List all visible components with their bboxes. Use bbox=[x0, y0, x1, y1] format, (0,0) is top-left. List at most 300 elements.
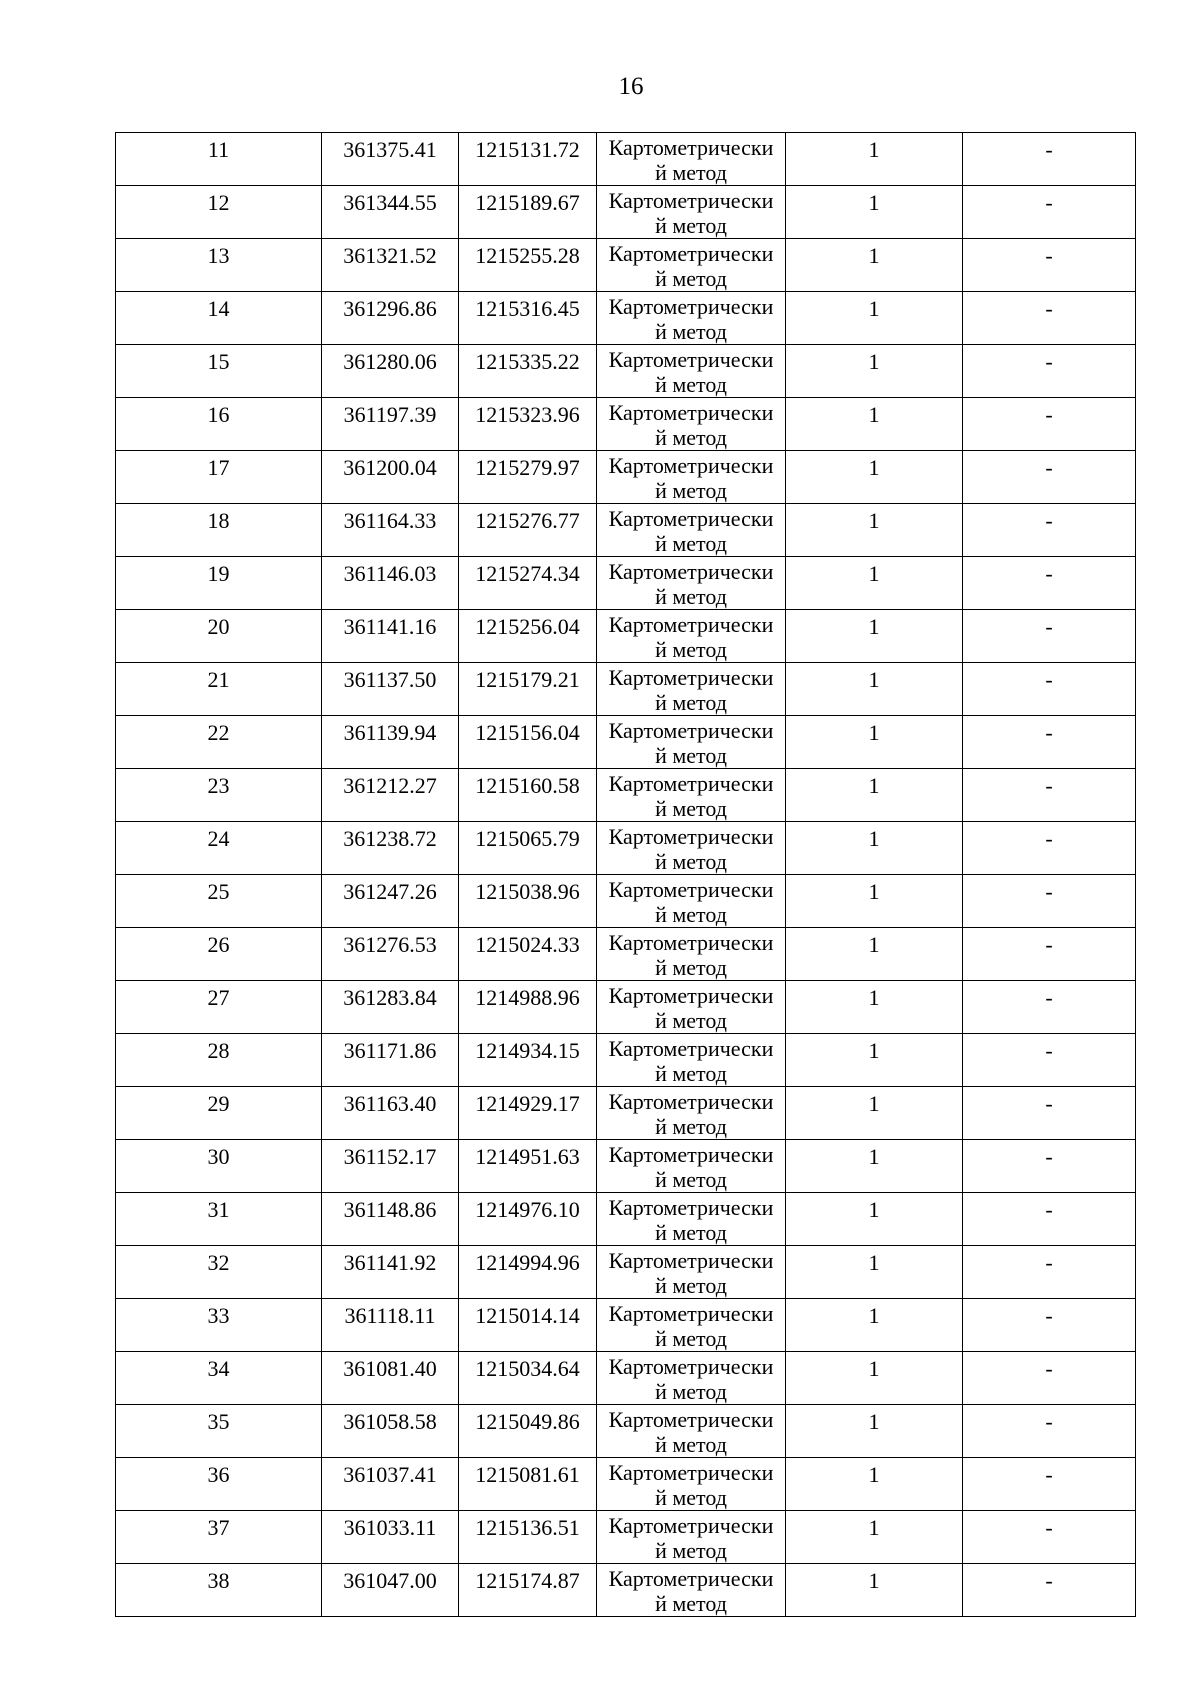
note-cell bbox=[963, 1246, 1136, 1299]
note-cell bbox=[963, 875, 1136, 928]
method-cell-text: Картометрически й метод bbox=[608, 400, 774, 450]
method-cell-text: Картометрически й метод bbox=[608, 1036, 774, 1086]
table-row bbox=[116, 398, 1136, 451]
accuracy-cell bbox=[786, 1511, 963, 1564]
note-cell bbox=[963, 610, 1136, 663]
note-cell bbox=[963, 1352, 1136, 1405]
y-coordinate-cell-text: 1215160.58 bbox=[475, 773, 580, 798]
y-coordinate-cell-text: 1215024.33 bbox=[475, 932, 580, 957]
table-row bbox=[116, 557, 1136, 610]
accuracy-cell-text: 1 bbox=[868, 1091, 880, 1116]
y-coordinate-cell bbox=[459, 1299, 597, 1352]
accuracy-cell bbox=[786, 133, 963, 186]
method-cell bbox=[597, 981, 786, 1034]
method-cell bbox=[597, 875, 786, 928]
point-number-cell bbox=[116, 133, 322, 186]
point-number-cell-text: 16 bbox=[207, 402, 230, 427]
y-coordinate-cell-text: 1215081.61 bbox=[475, 1462, 580, 1487]
point-number-cell-text: 13 bbox=[207, 243, 230, 268]
y-coordinate-cell-text: 1215014.14 bbox=[475, 1303, 580, 1328]
note-cell bbox=[963, 769, 1136, 822]
point-number-cell bbox=[116, 1564, 322, 1617]
method-cell-text: Картометрически й метод bbox=[608, 1513, 774, 1563]
method-cell-text: Картометрически й метод bbox=[608, 930, 774, 980]
point-number-cell-text: 11 bbox=[207, 137, 230, 162]
method-cell-text: Картометрически й метод bbox=[608, 559, 774, 609]
accuracy-cell bbox=[786, 398, 963, 451]
y-coordinate-cell bbox=[459, 1564, 597, 1617]
table-row bbox=[116, 1458, 1136, 1511]
method-cell bbox=[597, 1511, 786, 1564]
note-cell bbox=[963, 928, 1136, 981]
x-coordinate-cell bbox=[322, 769, 459, 822]
x-coordinate-cell bbox=[322, 1511, 459, 1564]
accuracy-cell-text: 1 bbox=[868, 402, 880, 427]
x-coordinate-cell-text: 361321.52 bbox=[343, 243, 437, 268]
point-number-cell-text: 25 bbox=[207, 879, 230, 904]
y-coordinate-cell bbox=[459, 1246, 597, 1299]
x-coordinate-cell-text: 361148.86 bbox=[343, 1197, 437, 1222]
accuracy-cell-text: 1 bbox=[868, 1515, 880, 1540]
method-cell-text: Картометрически й метод bbox=[608, 1566, 774, 1616]
method-cell-text: Картометрически й метод bbox=[608, 188, 774, 238]
y-coordinate-cell-text: 1215279.97 bbox=[475, 455, 580, 480]
x-coordinate-cell-text: 361283.84 bbox=[343, 985, 437, 1010]
x-coordinate-cell bbox=[322, 981, 459, 1034]
note-cell bbox=[963, 981, 1136, 1034]
accuracy-cell bbox=[786, 1140, 963, 1193]
point-number-cell-text: 24 bbox=[207, 826, 230, 851]
accuracy-cell-text: 1 bbox=[868, 190, 880, 215]
accuracy-cell-text: 1 bbox=[868, 561, 880, 586]
accuracy-cell-text: 1 bbox=[868, 296, 880, 321]
point-number-cell-text: 21 bbox=[207, 667, 230, 692]
note-cell bbox=[963, 557, 1136, 610]
x-coordinate-cell-text: 361197.39 bbox=[343, 402, 437, 427]
point-number-cell bbox=[116, 1193, 322, 1246]
accuracy-cell-text: 1 bbox=[868, 773, 880, 798]
point-number-cell-text: 29 bbox=[207, 1091, 230, 1116]
x-coordinate-cell-text: 361200.04 bbox=[343, 455, 437, 480]
point-number-cell bbox=[116, 663, 322, 716]
note-cell-text: - bbox=[1045, 402, 1053, 427]
method-cell bbox=[597, 1458, 786, 1511]
point-number-cell-text: 35 bbox=[207, 1409, 230, 1434]
note-cell-text: - bbox=[1045, 614, 1053, 639]
accuracy-cell-text: 1 bbox=[868, 667, 880, 692]
point-number-cell-text: 12 bbox=[207, 190, 230, 215]
point-number-cell-text: 38 bbox=[207, 1568, 230, 1593]
y-coordinate-cell bbox=[459, 557, 597, 610]
point-number-cell bbox=[116, 398, 322, 451]
accuracy-cell-text: 1 bbox=[868, 455, 880, 480]
note-cell bbox=[963, 345, 1136, 398]
x-coordinate-cell bbox=[322, 1193, 459, 1246]
method-cell bbox=[597, 133, 786, 186]
note-cell bbox=[963, 239, 1136, 292]
method-cell bbox=[597, 186, 786, 239]
point-number-cell bbox=[116, 1299, 322, 1352]
point-number-cell bbox=[116, 239, 322, 292]
point-number-cell bbox=[116, 1140, 322, 1193]
table-row bbox=[116, 981, 1136, 1034]
y-coordinate-cell-text: 1215179.21 bbox=[475, 667, 580, 692]
table-row bbox=[116, 504, 1136, 557]
x-coordinate-cell-text: 361141.92 bbox=[343, 1250, 437, 1275]
x-coordinate-cell-text: 361141.16 bbox=[343, 614, 437, 639]
note-cell-text: - bbox=[1045, 1356, 1053, 1381]
method-cell bbox=[597, 239, 786, 292]
method-cell-text: Картометрически й метод bbox=[608, 1142, 774, 1192]
point-number-cell bbox=[116, 504, 322, 557]
x-coordinate-cell-text: 361033.11 bbox=[343, 1515, 437, 1540]
x-coordinate-cell-text: 361375.41 bbox=[343, 137, 437, 162]
point-number-cell bbox=[116, 1246, 322, 1299]
note-cell-text: - bbox=[1045, 1568, 1053, 1593]
point-number-cell bbox=[116, 610, 322, 663]
accuracy-cell bbox=[786, 451, 963, 504]
y-coordinate-cell-text: 1214929.17 bbox=[475, 1091, 580, 1116]
x-coordinate-cell-text: 361058.58 bbox=[343, 1409, 437, 1434]
method-cell bbox=[597, 716, 786, 769]
method-cell bbox=[597, 1034, 786, 1087]
y-coordinate-cell-text: 1215335.22 bbox=[475, 349, 580, 374]
method-cell bbox=[597, 1193, 786, 1246]
table-row bbox=[116, 716, 1136, 769]
y-coordinate-cell bbox=[459, 1511, 597, 1564]
point-number-cell bbox=[116, 557, 322, 610]
point-number-cell bbox=[116, 186, 322, 239]
point-number-cell-text: 27 bbox=[207, 985, 230, 1010]
method-cell bbox=[597, 1352, 786, 1405]
accuracy-cell bbox=[786, 716, 963, 769]
table-row bbox=[116, 186, 1136, 239]
table-row bbox=[116, 822, 1136, 875]
table-row bbox=[116, 239, 1136, 292]
x-coordinate-cell-text: 361081.40 bbox=[343, 1356, 437, 1381]
point-number-cell bbox=[116, 1511, 322, 1564]
y-coordinate-cell bbox=[459, 133, 597, 186]
point-number-cell bbox=[116, 1458, 322, 1511]
point-number-cell-text: 30 bbox=[207, 1144, 230, 1169]
accuracy-cell bbox=[786, 1246, 963, 1299]
accuracy-cell-text: 1 bbox=[868, 1303, 880, 1328]
method-cell-text: Картометрически й метод bbox=[608, 506, 774, 556]
point-number-cell bbox=[116, 822, 322, 875]
x-coordinate-cell bbox=[322, 716, 459, 769]
point-number-cell bbox=[116, 345, 322, 398]
point-number-cell-text: 15 bbox=[207, 349, 230, 374]
x-coordinate-cell bbox=[322, 1140, 459, 1193]
accuracy-cell bbox=[786, 981, 963, 1034]
x-coordinate-cell bbox=[322, 1034, 459, 1087]
method-cell-text: Картометрически й метод bbox=[608, 1460, 774, 1510]
x-coordinate-cell-text: 361280.06 bbox=[343, 349, 437, 374]
accuracy-cell bbox=[786, 504, 963, 557]
note-cell-text: - bbox=[1045, 349, 1053, 374]
x-coordinate-cell bbox=[322, 1299, 459, 1352]
x-coordinate-cell bbox=[322, 557, 459, 610]
note-cell-text: - bbox=[1045, 1091, 1053, 1116]
method-cell-text: Картометрически й метод bbox=[608, 347, 774, 397]
method-cell bbox=[597, 557, 786, 610]
accuracy-cell-text: 1 bbox=[868, 508, 880, 533]
note-cell bbox=[963, 398, 1136, 451]
method-cell-text: Картометрически й метод bbox=[608, 1195, 774, 1245]
accuracy-cell-text: 1 bbox=[868, 1568, 880, 1593]
point-number-cell bbox=[116, 1352, 322, 1405]
y-coordinate-cell bbox=[459, 663, 597, 716]
method-cell bbox=[597, 928, 786, 981]
method-cell-text: Картометрически й метод bbox=[608, 294, 774, 344]
x-coordinate-cell-text: 361212.27 bbox=[343, 773, 437, 798]
table-row bbox=[116, 1299, 1136, 1352]
y-coordinate-cell-text: 1215174.87 bbox=[475, 1568, 580, 1593]
note-cell-text: - bbox=[1045, 190, 1053, 215]
method-cell bbox=[597, 769, 786, 822]
y-coordinate-cell-text: 1214994.96 bbox=[475, 1250, 580, 1275]
x-coordinate-cell bbox=[322, 451, 459, 504]
accuracy-cell bbox=[786, 822, 963, 875]
note-cell bbox=[963, 1087, 1136, 1140]
x-coordinate-cell bbox=[322, 239, 459, 292]
y-coordinate-cell bbox=[459, 928, 597, 981]
note-cell bbox=[963, 1564, 1136, 1617]
coordinates-table bbox=[115, 132, 1136, 1617]
y-coordinate-cell bbox=[459, 716, 597, 769]
table-row bbox=[116, 875, 1136, 928]
y-coordinate-cell bbox=[459, 1087, 597, 1140]
y-coordinate-cell bbox=[459, 1405, 597, 1458]
point-number-cell-text: 33 bbox=[207, 1303, 230, 1328]
method-cell bbox=[597, 1564, 786, 1617]
x-coordinate-cell bbox=[322, 398, 459, 451]
y-coordinate-cell bbox=[459, 1193, 597, 1246]
note-cell-text: - bbox=[1045, 1038, 1053, 1063]
y-coordinate-cell bbox=[459, 1352, 597, 1405]
point-number-cell bbox=[116, 981, 322, 1034]
note-cell-text: - bbox=[1045, 985, 1053, 1010]
point-number-cell-text: 31 bbox=[207, 1197, 230, 1222]
note-cell-text: - bbox=[1045, 1409, 1053, 1434]
point-number-cell-text: 14 bbox=[207, 296, 230, 321]
method-cell bbox=[597, 1140, 786, 1193]
x-coordinate-cell bbox=[322, 1087, 459, 1140]
point-number-cell bbox=[116, 451, 322, 504]
x-coordinate-cell bbox=[322, 186, 459, 239]
x-coordinate-cell bbox=[322, 1564, 459, 1617]
y-coordinate-cell-text: 1214976.10 bbox=[475, 1197, 580, 1222]
accuracy-cell bbox=[786, 769, 963, 822]
note-cell bbox=[963, 186, 1136, 239]
accuracy-cell bbox=[786, 557, 963, 610]
method-cell bbox=[597, 1246, 786, 1299]
y-coordinate-cell-text: 1215276.77 bbox=[475, 508, 580, 533]
accuracy-cell bbox=[786, 292, 963, 345]
accuracy-cell bbox=[786, 1352, 963, 1405]
note-cell-text: - bbox=[1045, 1515, 1053, 1540]
x-coordinate-cell-text: 361296.86 bbox=[343, 296, 437, 321]
point-number-cell bbox=[116, 1405, 322, 1458]
method-cell-text: Картометрически й метод bbox=[608, 612, 774, 662]
x-coordinate-cell bbox=[322, 504, 459, 557]
point-number-cell-text: 28 bbox=[207, 1038, 230, 1063]
accuracy-cell bbox=[786, 1193, 963, 1246]
y-coordinate-cell bbox=[459, 186, 597, 239]
accuracy-cell bbox=[786, 345, 963, 398]
x-coordinate-cell bbox=[322, 1458, 459, 1511]
table-row bbox=[116, 345, 1136, 398]
method-cell bbox=[597, 1405, 786, 1458]
point-number-cell bbox=[116, 769, 322, 822]
method-cell-text: Картометрически й метод bbox=[608, 1248, 774, 1298]
y-coordinate-cell-text: 1215323.96 bbox=[475, 402, 580, 427]
x-coordinate-cell bbox=[322, 133, 459, 186]
y-coordinate-cell-text: 1214988.96 bbox=[475, 985, 580, 1010]
point-number-cell-text: 32 bbox=[207, 1250, 230, 1275]
y-coordinate-cell-text: 1215065.79 bbox=[475, 826, 580, 851]
x-coordinate-cell bbox=[322, 822, 459, 875]
point-number-cell bbox=[116, 875, 322, 928]
method-cell-text: Картометрически й метод bbox=[608, 824, 774, 874]
table-row bbox=[116, 1246, 1136, 1299]
x-coordinate-cell-text: 361344.55 bbox=[343, 190, 437, 215]
x-coordinate-cell-text: 361163.40 bbox=[343, 1091, 437, 1116]
accuracy-cell-text: 1 bbox=[868, 879, 880, 904]
table-row bbox=[116, 1193, 1136, 1246]
method-cell-text: Картометрически й метод bbox=[608, 718, 774, 768]
accuracy-cell bbox=[786, 186, 963, 239]
method-cell bbox=[597, 1087, 786, 1140]
note-cell-text: - bbox=[1045, 667, 1053, 692]
accuracy-cell bbox=[786, 928, 963, 981]
table-row bbox=[116, 1405, 1136, 1458]
note-cell bbox=[963, 1140, 1136, 1193]
point-number-cell-text: 20 bbox=[207, 614, 230, 639]
accuracy-cell bbox=[786, 239, 963, 292]
table-row bbox=[116, 769, 1136, 822]
y-coordinate-cell bbox=[459, 398, 597, 451]
accuracy-cell-text: 1 bbox=[868, 243, 880, 268]
method-cell-text: Картометрически й метод bbox=[608, 453, 774, 503]
note-cell-text: - bbox=[1045, 243, 1053, 268]
method-cell-text: Картометрически й метод bbox=[608, 1354, 774, 1404]
point-number-cell bbox=[116, 1087, 322, 1140]
y-coordinate-cell bbox=[459, 981, 597, 1034]
note-cell-text: - bbox=[1045, 932, 1053, 957]
x-coordinate-cell bbox=[322, 663, 459, 716]
x-coordinate-cell bbox=[322, 292, 459, 345]
method-cell bbox=[597, 1299, 786, 1352]
method-cell bbox=[597, 292, 786, 345]
x-coordinate-cell bbox=[322, 345, 459, 398]
accuracy-cell bbox=[786, 663, 963, 716]
method-cell-text: Картометрически й метод bbox=[608, 771, 774, 821]
note-cell-text: - bbox=[1045, 296, 1053, 321]
table-row bbox=[116, 1352, 1136, 1405]
note-cell bbox=[963, 1458, 1136, 1511]
table-row bbox=[116, 451, 1136, 504]
method-cell-text: Картометрически й метод bbox=[608, 983, 774, 1033]
accuracy-cell bbox=[786, 1458, 963, 1511]
y-coordinate-cell bbox=[459, 1140, 597, 1193]
table-row bbox=[116, 1564, 1136, 1617]
x-coordinate-cell bbox=[322, 928, 459, 981]
point-number-cell bbox=[116, 292, 322, 345]
accuracy-cell bbox=[786, 1087, 963, 1140]
table-row bbox=[116, 928, 1136, 981]
x-coordinate-cell-text: 361171.86 bbox=[343, 1038, 437, 1063]
note-cell-text: - bbox=[1045, 879, 1053, 904]
table-row bbox=[116, 1087, 1136, 1140]
method-cell bbox=[597, 610, 786, 663]
x-coordinate-cell-text: 361164.33 bbox=[343, 508, 437, 533]
y-coordinate-cell-text: 1214951.63 bbox=[475, 1144, 580, 1169]
accuracy-cell bbox=[786, 610, 963, 663]
y-coordinate-cell-text: 1215189.67 bbox=[475, 190, 580, 215]
note-cell bbox=[963, 1405, 1136, 1458]
accuracy-cell-text: 1 bbox=[868, 826, 880, 851]
y-coordinate-cell bbox=[459, 875, 597, 928]
x-coordinate-cell-text: 361247.26 bbox=[343, 879, 437, 904]
point-number-cell-text: 17 bbox=[207, 455, 230, 480]
point-number-cell-text: 22 bbox=[207, 720, 230, 745]
table-row bbox=[116, 663, 1136, 716]
y-coordinate-cell-text: 1215255.28 bbox=[475, 243, 580, 268]
accuracy-cell-text: 1 bbox=[868, 614, 880, 639]
table-row bbox=[116, 610, 1136, 663]
y-coordinate-cell bbox=[459, 1034, 597, 1087]
accuracy-cell-text: 1 bbox=[868, 137, 880, 162]
y-coordinate-cell bbox=[459, 504, 597, 557]
method-cell-text: Картометрически й метод bbox=[608, 665, 774, 715]
note-cell-text: - bbox=[1045, 1250, 1053, 1275]
table-row bbox=[116, 1140, 1136, 1193]
method-cell bbox=[597, 398, 786, 451]
note-cell-text: - bbox=[1045, 137, 1053, 162]
y-coordinate-cell bbox=[459, 451, 597, 504]
method-cell-text: Картометрически й метод bbox=[608, 877, 774, 927]
x-coordinate-cell-text: 361146.03 bbox=[343, 561, 437, 586]
x-coordinate-cell bbox=[322, 610, 459, 663]
point-number-cell bbox=[116, 928, 322, 981]
note-cell bbox=[963, 451, 1136, 504]
accuracy-cell-text: 1 bbox=[868, 1197, 880, 1222]
y-coordinate-cell bbox=[459, 610, 597, 663]
y-coordinate-cell-text: 1215136.51 bbox=[475, 1515, 580, 1540]
note-cell-text: - bbox=[1045, 773, 1053, 798]
coordinates-table-body bbox=[116, 133, 1136, 1617]
method-cell-text: Картометрически й метод bbox=[608, 135, 774, 185]
method-cell bbox=[597, 504, 786, 557]
accuracy-cell bbox=[786, 1405, 963, 1458]
point-number-cell-text: 26 bbox=[207, 932, 230, 957]
table-row bbox=[116, 1034, 1136, 1087]
y-coordinate-cell bbox=[459, 822, 597, 875]
y-coordinate-cell-text: 1215316.45 bbox=[475, 296, 580, 321]
note-cell-text: - bbox=[1045, 1462, 1053, 1487]
table-row bbox=[116, 133, 1136, 186]
point-number-cell-text: 19 bbox=[207, 561, 230, 586]
y-coordinate-cell-text: 1215038.96 bbox=[475, 879, 580, 904]
x-coordinate-cell-text: 361137.50 bbox=[343, 667, 437, 692]
x-coordinate-cell-text: 361276.53 bbox=[343, 932, 437, 957]
accuracy-cell bbox=[786, 1034, 963, 1087]
x-coordinate-cell-text: 361238.72 bbox=[343, 826, 437, 851]
y-coordinate-cell bbox=[459, 345, 597, 398]
point-number-cell-text: 36 bbox=[207, 1462, 230, 1487]
accuracy-cell-text: 1 bbox=[868, 1462, 880, 1487]
